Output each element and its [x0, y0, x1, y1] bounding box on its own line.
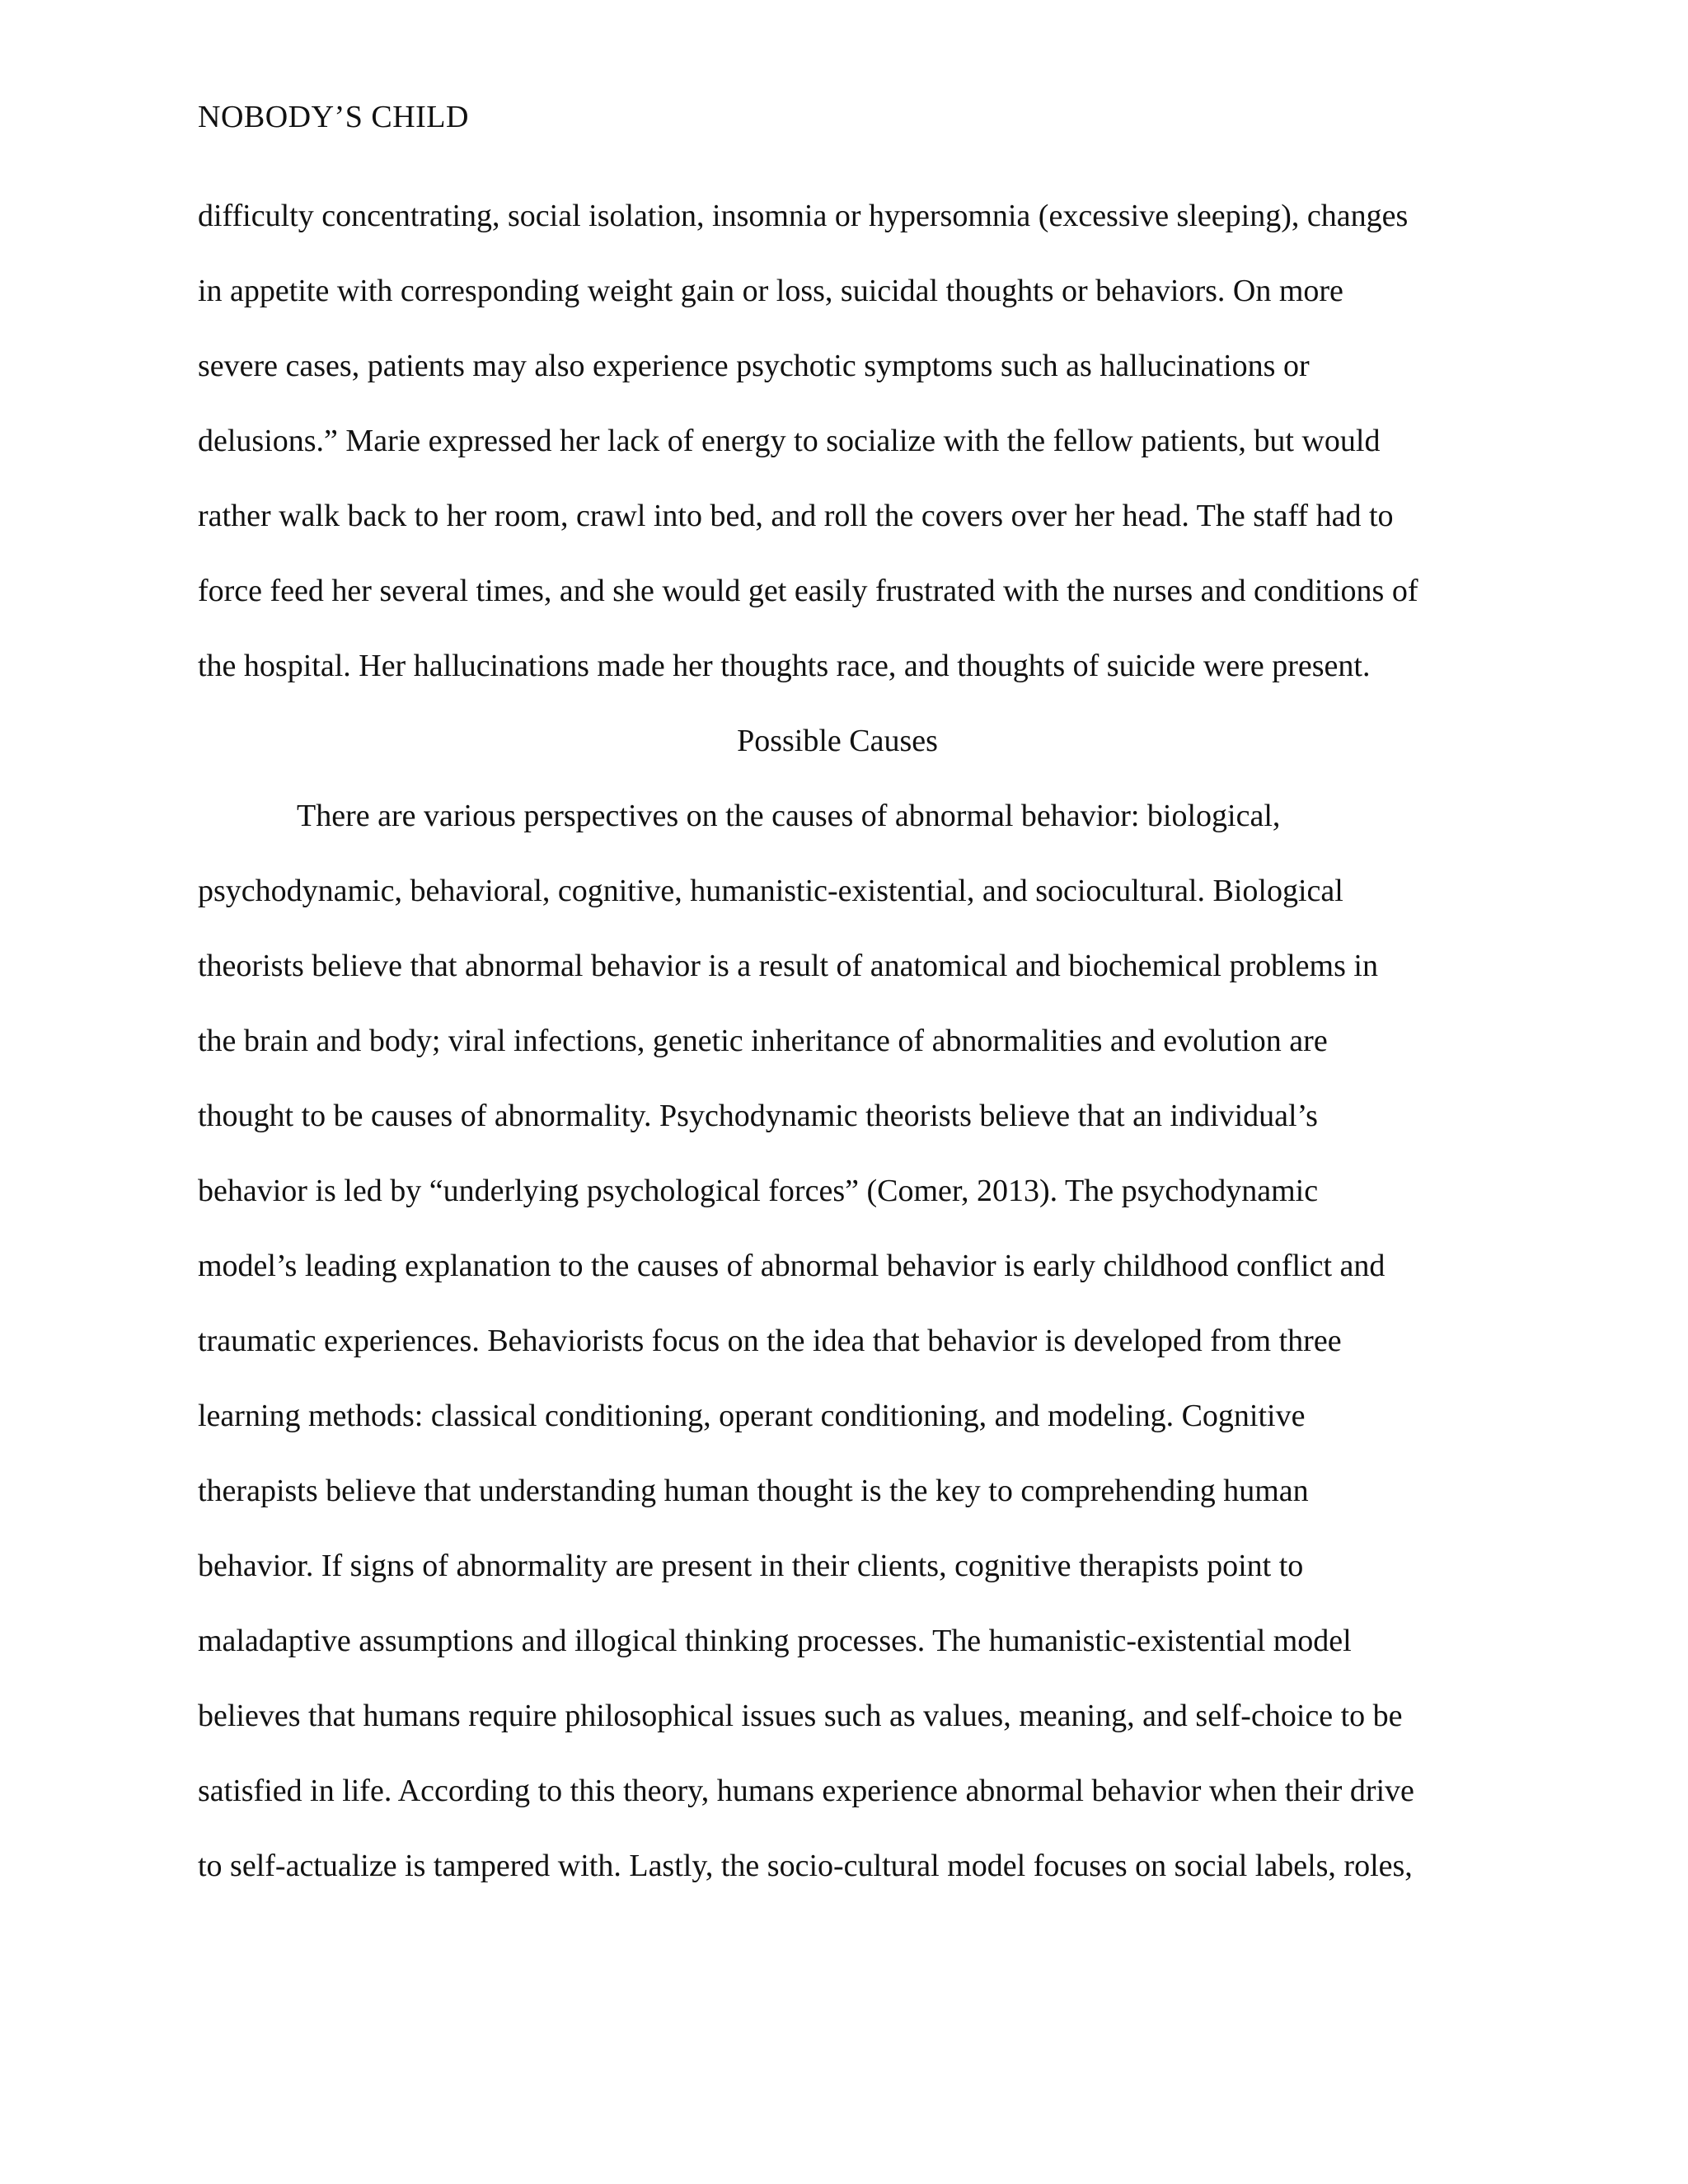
body-line-indented: There are various perspectives on the causes of abnormal behavior: biological, [297, 799, 1281, 833]
body-line: force feed her several times, and she would get easily frustrated with the nurses and conditions of [198, 574, 1418, 608]
body-line: therapists believe that understanding human thought is the key to comprehending human [198, 1474, 1309, 1508]
body-line: thought to be causes of abnormality. Psychodynamic theorists believe that an individual’s [198, 1099, 1318, 1133]
body-line: severe cases, patients may also experience psychotic symptoms such as hallucinations or [198, 349, 1310, 383]
body-line: behavior. If signs of abnormality are present in their clients, cognitive therapists point to [198, 1549, 1304, 1583]
body-line: difficulty concentrating, social isolation, insomnia or hypersomnia (excessive sleeping), changes [198, 199, 1409, 233]
body-line: the hospital. Her hallucinations made her thoughts race, and thoughts of suicide were present. [198, 649, 1371, 683]
body-line: theorists believe that abnormal behavior is a result of anatomical and biochemical problems in [198, 949, 1378, 983]
body-line: behavior is led by “underlying psychological forces” (Comer, 2013). The psychodynamic [198, 1174, 1319, 1208]
body-line: to self-actualize is tampered with. Lastly, the socio-cultural model focuses on social labels, roles, [198, 1849, 1413, 1883]
body-line: learning methods: classical conditioning, operant conditioning, and modeling. Cognitive [198, 1399, 1306, 1433]
body-line: in appetite with corresponding weight gain or loss, suicidal thoughts or behaviors. On more [198, 274, 1343, 308]
body-line: the brain and body; viral infections, genetic inheritance of abnormalities and evolution are [198, 1024, 1328, 1058]
body-line: believes that humans require philosophical issues such as values, meaning, and self-choice to be [198, 1699, 1403, 1733]
body-line: rather walk back to her room, crawl into bed, and roll the covers over her head. The staff had to [198, 499, 1394, 533]
body-line: psychodynamic, behavioral, cognitive, humanistic-existential, and sociocultural. Biological [198, 874, 1343, 908]
body-line: model’s leading explanation to the causes of abnormal behavior is early childhood conflict and [198, 1249, 1386, 1283]
body-line: traumatic experiences. Behaviorists focus on the idea that behavior is developed from three [198, 1324, 1342, 1358]
body-line: satisfied in life. According to this theory, humans experience abnormal behavior when their drive [198, 1774, 1414, 1808]
body-line: delusions.” Marie expressed her lack of energy to socialize with the fellow patients, but would [198, 424, 1381, 458]
running-head: NOBODY’S CHILD [198, 100, 469, 134]
body-line: maladaptive assumptions and illogical thinking processes. The humanistic-existential model [198, 1624, 1352, 1658]
section-heading: Possible Causes [737, 724, 938, 758]
